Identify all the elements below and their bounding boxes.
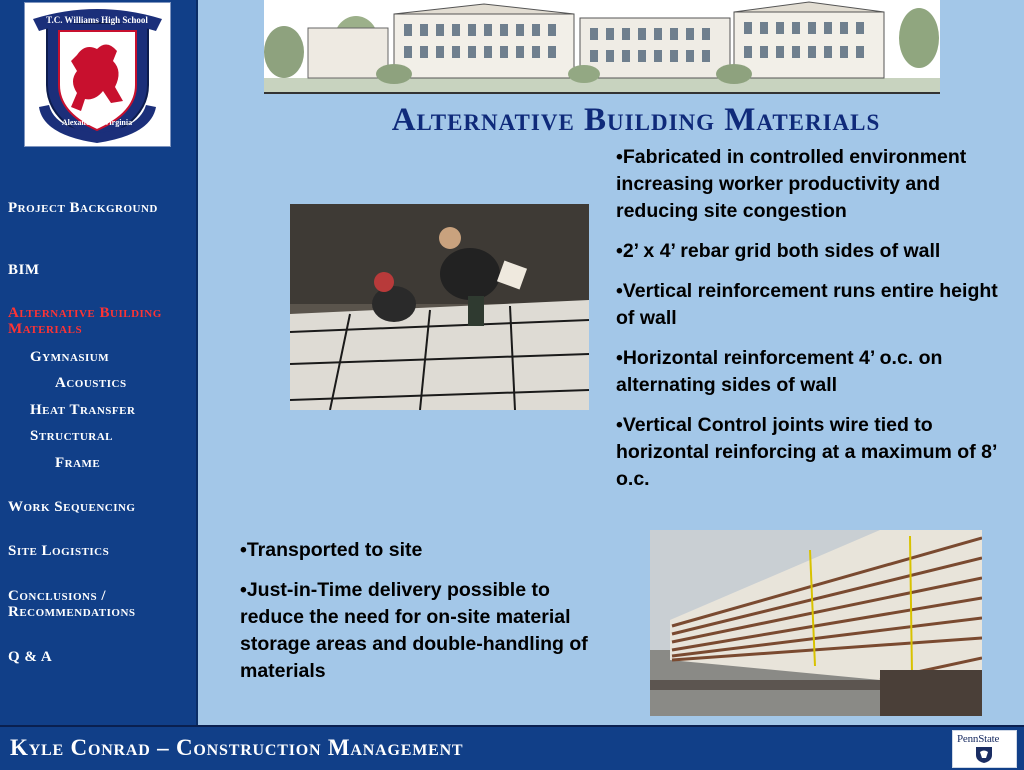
- nav-project-background[interactable]: Project Background: [8, 200, 158, 216]
- nav-acoustics[interactable]: Acoustics: [55, 375, 127, 391]
- pennstate-logo: [952, 730, 1017, 768]
- nav-site-logistics[interactable]: Site Logistics: [8, 543, 110, 559]
- nav-heat-transfer[interactable]: Heat Transfer: [30, 402, 136, 418]
- nav-q-and-a[interactable]: Q & A: [8, 649, 53, 665]
- school-building-rendering: [264, 0, 940, 94]
- nav-work-sequencing[interactable]: Work Sequencing: [8, 499, 136, 515]
- bullet-item: • 2’ x 4’ rebar grid both sides of wall: [616, 238, 1016, 265]
- crest-motto-text: Alexandria, Virginia: [61, 118, 133, 127]
- bullet-list-fabrication: [616, 144, 1016, 506]
- bullet-item: • Transported to site: [240, 537, 590, 564]
- bullet-item: • Horizontal reinforcement 4’ o.c. on alternating sides of wall: [616, 345, 1016, 399]
- bullet-item: • Just-in-Time delivery possible to reduce the need for on-site material storage areas and double-handling of materials: [240, 577, 590, 685]
- workers-fabricating-panels-photo: [290, 204, 589, 410]
- crest-banner-text: T.C. Williams High School: [46, 15, 148, 25]
- slide-title: Alternative Building Materials: [391, 102, 881, 138]
- bullet-item: • Fabricated in controlled environment increasing worker productivity and reducing site congestion: [616, 144, 1016, 225]
- nav-structural[interactable]: Structural: [30, 428, 114, 444]
- slide-content: [198, 0, 1024, 725]
- bullet-list-transport: [240, 537, 590, 698]
- nav-alternative-building-materials[interactable]: Alternative Building Materials: [8, 305, 162, 337]
- school-crest-logo: [24, 2, 171, 147]
- footer-title: Kyle Conrad – Construction Management: [10, 735, 464, 760]
- bullet-item: • Vertical Control joints wire tied to horizontal reinforcing at a maximum of 8’ o.c.: [616, 412, 1016, 493]
- sidebar-navigation: [0, 0, 198, 725]
- panels-stacked-on-truck-photo: [650, 530, 982, 716]
- bullet-item: • Vertical reinforcement runs entire height of wall: [616, 278, 1016, 332]
- footer-bar: [0, 725, 1024, 770]
- nav-conclusions-recommendations[interactable]: Conclusions / Recommendations: [8, 588, 136, 620]
- nav-gymnasium[interactable]: Gymnasium: [30, 349, 110, 365]
- nav-bim[interactable]: BIM: [8, 262, 40, 278]
- shield-icon: [975, 746, 993, 764]
- nav-frame[interactable]: Frame: [55, 455, 101, 471]
- pennstate-logo-text: PennState: [957, 733, 1000, 745]
